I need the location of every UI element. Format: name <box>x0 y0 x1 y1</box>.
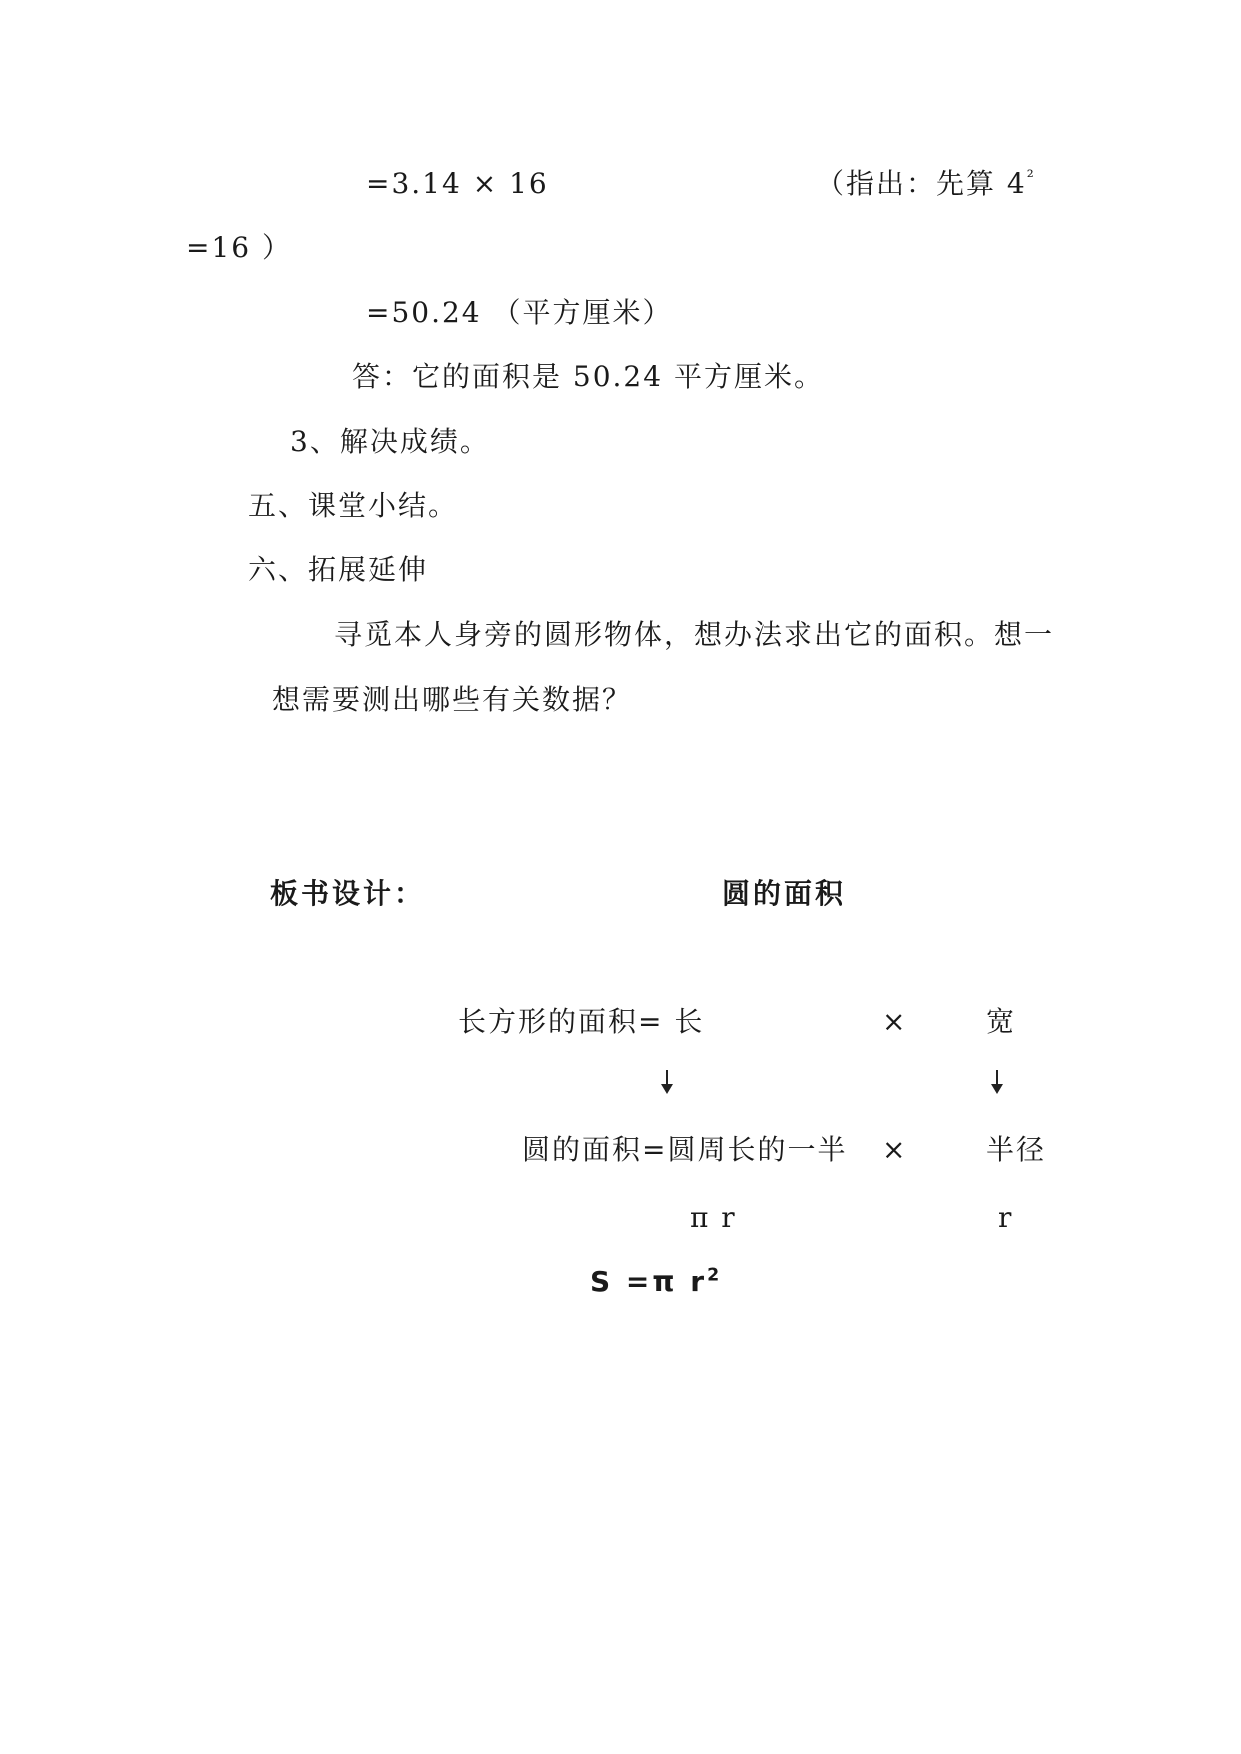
formula-exponent: 2 <box>707 1265 723 1286</box>
formula-main: S =π r <box>590 1265 708 1298</box>
extension-text-line-1: 寻觅本人身旁的圆形物体，想办法求出它的面积。想一 <box>334 618 1055 651</box>
section-extension-heading: 六、拓展延伸 <box>248 553 429 586</box>
calc-step-2: =50.24 （平方厘米） <box>366 296 673 329</box>
section-summary: 五、课堂小结。 <box>248 489 459 522</box>
pi-r-label: π r <box>690 1201 737 1234</box>
down-arrow-icon <box>996 1070 998 1092</box>
r-label: r <box>998 1201 1014 1234</box>
rect-area-formula: 长方形的面积= 长 <box>458 1005 705 1038</box>
circle-area-formula: 圆的面积=圆周长的一半 <box>522 1133 848 1166</box>
extension-text-line-2: 想需要测出哪些有关数据？ <box>272 683 633 716</box>
item-solve: 3、解决成绩。 <box>290 425 490 458</box>
calc-note <box>816 167 1036 200</box>
circle-area-final-formula <box>590 1265 723 1298</box>
circle-radius-label: 半径 <box>986 1133 1047 1166</box>
calc-note-text: （指出：先算 4 <box>816 167 1027 200</box>
board-design-title: 圆的面积 <box>722 877 847 910</box>
down-arrow-icon <box>666 1070 668 1092</box>
times-symbol-1: × <box>882 1005 908 1038</box>
calc-answer: 答：它的面积是 50.24 平方厘米。 <box>352 360 824 393</box>
times-symbol-2: × <box>882 1133 908 1166</box>
board-design-label: 板书设计： <box>270 877 426 910</box>
rect-width-label: 宽 <box>986 1005 1017 1038</box>
calc-note-continuation: =16 ） <box>186 231 292 264</box>
calc-note-superscript: ² <box>1026 167 1036 188</box>
calc-step-1: =3.14 × 16 <box>366 167 549 200</box>
